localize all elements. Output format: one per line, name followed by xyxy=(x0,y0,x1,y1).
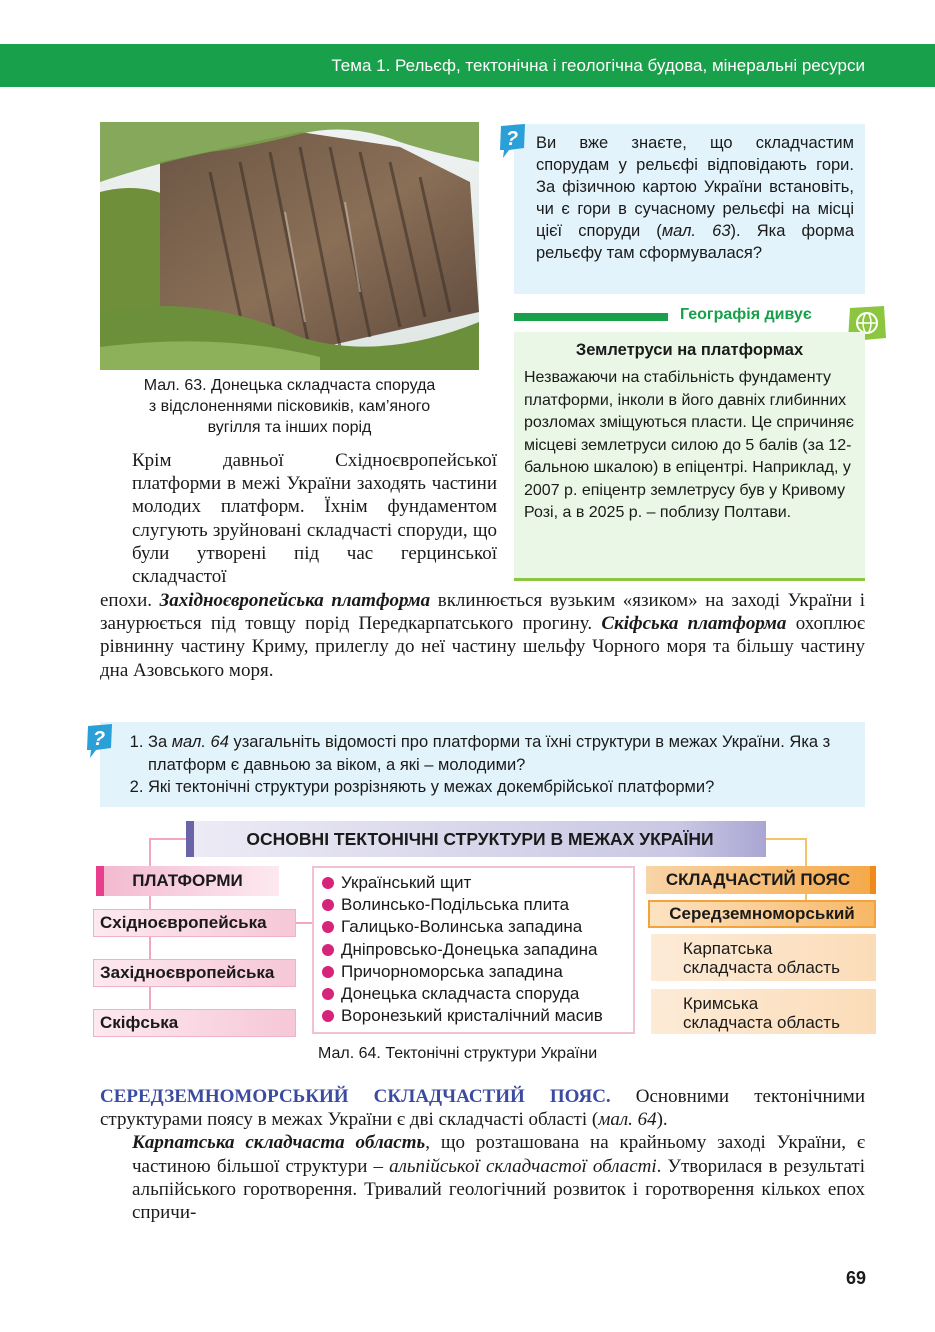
geography-fact-text: Незважаючи на стабільність фундаменту платформи, інколи в його давніх глибинних розломах зміщуються пласти. Це спричиняє місцеві землетруси силою до 5 балів (за 12-бальною шкалою) в епіцентрі. Наприклад, у 2007 р. епіцентр землетрусу був у Кривому Розі, а в 2025 р. – поблизу Полтави. xyxy=(524,369,854,521)
structure-label: Воронезький кристалічний масив xyxy=(341,1006,603,1026)
platform-item: Скіфська xyxy=(93,1009,296,1037)
structure-item xyxy=(322,1005,632,1027)
platform-item: Західноєвропейська xyxy=(93,959,296,987)
chapter-title: Тема 1. Рельєф, тектонічна і геологічна будова, мінеральні ресурси xyxy=(331,56,865,75)
figure-reference: мал. 64 xyxy=(171,733,229,751)
svg-text:?: ? xyxy=(92,728,106,750)
text-span: охоплює рівнинну частину Криму, прилеглу до неї частину шельфу Чорного моря та більшу частину дна Азовського моря. xyxy=(100,613,865,681)
platform-item: Східноєвропейська xyxy=(93,909,296,937)
question-item: 2. Які тектонічні структури розрізняють у межах докембрійської платформи? xyxy=(148,776,858,799)
fold-area-line: складчаста область xyxy=(683,958,840,977)
figure-reference: мал. 64 xyxy=(598,1109,657,1131)
platforms-heading: ПЛАТФОРМИ xyxy=(96,866,279,896)
caption-line: вугілля та інших порід xyxy=(207,419,372,436)
bullet-icon xyxy=(322,988,334,1000)
structure-item xyxy=(322,894,632,916)
fold-area-line: Кримська xyxy=(683,994,759,1013)
text-span: вклинюється вузьким «язиком» на заході України і занурюється під товщу порід Передкарпатського прогину. xyxy=(100,590,866,635)
key-term: Карпатська складчаста область xyxy=(132,1132,426,1154)
caption-line: з відслоненнями пісковиків, кам’яного xyxy=(148,398,431,415)
fold-area-line: складчаста область xyxy=(683,1013,840,1032)
text-span: . Утворилася в результаті альпійського горотворення. Тривалий геологічний розвиток і горотворення кількох епох спричи- xyxy=(132,1155,865,1224)
structure-label: Український щит xyxy=(341,873,472,892)
text-span: ). xyxy=(656,1109,668,1131)
key-term: Скіфська платформа xyxy=(601,613,787,635)
structure-label: Донецька складчаста споруда xyxy=(341,984,580,1004)
structure-item xyxy=(322,939,632,961)
fold-area-item xyxy=(651,934,876,981)
page-number: 69 xyxy=(846,1268,867,1288)
bullet-icon xyxy=(322,921,334,933)
text-span: Основними тектонічними структурами поясу в межах України є дві складчасті області ( xyxy=(100,1086,865,1131)
paragraph-text: Крім давньої Східноєвропейської платформи в межі України заходять частини молодих платформ. Їхнім фундаментом слугують зруйновані складчасті споруди, що були утворені під час герцинської складчастої xyxy=(132,450,497,588)
figure-64-caption: Мал. 64. Тектонічні структури України xyxy=(318,1045,598,1062)
text-span: узагальніть відомості про платформи та їхні структури в межах України. Яка з платформ є давньою за віком, а які – молодими? xyxy=(148,733,831,774)
question-text-part: ). Яка форма рельєфу там сформувалася? xyxy=(536,222,855,262)
structure-label: Галицько-Волинська западина xyxy=(341,917,583,937)
fold-area-line: Карпатська xyxy=(683,939,773,958)
key-term: Західноєвропейська платформа xyxy=(159,590,431,611)
bullet-icon xyxy=(322,877,334,889)
question-text-part: Ви вже знаєте, що складчастим спорудам у рельєфі відповідають гори. За фізичною картою України встановіть, чи є гори в сучасному рельєфі на місці цієї споруди ( xyxy=(536,134,854,240)
diagram-title xyxy=(186,821,766,857)
structure-label: Причорноморська западина xyxy=(341,961,563,981)
fold-area-item xyxy=(651,989,876,1034)
section-paragraph xyxy=(100,1131,865,1224)
bullet-icon xyxy=(322,966,334,978)
bullet-icon xyxy=(322,899,334,911)
text-span: епохи. xyxy=(100,590,153,611)
figure-reference: мал. 63 xyxy=(661,222,731,240)
bullet-icon xyxy=(322,944,334,956)
connector-line xyxy=(766,839,806,866)
bullet-icon xyxy=(322,1010,334,1022)
geography-label: Географія дивує xyxy=(680,306,812,323)
section-text xyxy=(100,1085,865,1224)
fold-belt-heading: СКЛАДЧАСТИЙ ПОЯС xyxy=(646,866,876,894)
structure-item xyxy=(322,872,632,894)
structure-label: Волинсько-Подільська плита xyxy=(341,895,570,915)
fold-belt-name: Середземноморський xyxy=(648,900,876,928)
structure-item xyxy=(322,983,632,1005)
section-paragraph xyxy=(100,1085,865,1131)
caption-line: Мал. 63. Донецька складчаста споруда xyxy=(143,377,436,394)
geography-fact-title: Землетруси на платформах xyxy=(575,341,804,359)
connector-line xyxy=(150,839,186,866)
structure-label: Дніпровсько-Донецька западина xyxy=(341,939,598,959)
diagram-title-text: ОСНОВНІ ТЕКТОНІЧНІ СТРУКТУРИ В МЕЖАХ УКРАЇНИ xyxy=(246,829,714,849)
structures-list xyxy=(322,872,632,1027)
structure-item xyxy=(322,961,632,983)
text-span: , що розташована на крайньому заході України, є частиною більшої структури – xyxy=(132,1132,866,1177)
section-heading: СЕРЕДЗЕМНОМОРСЬКИЙ СКЛАДЧАСТИЙ ПОЯС. xyxy=(100,1086,611,1107)
text-span: За xyxy=(148,733,172,751)
svg-text:?: ? xyxy=(505,128,519,150)
key-term: альпійської складчастої області xyxy=(389,1155,657,1177)
structure-item xyxy=(322,916,632,938)
